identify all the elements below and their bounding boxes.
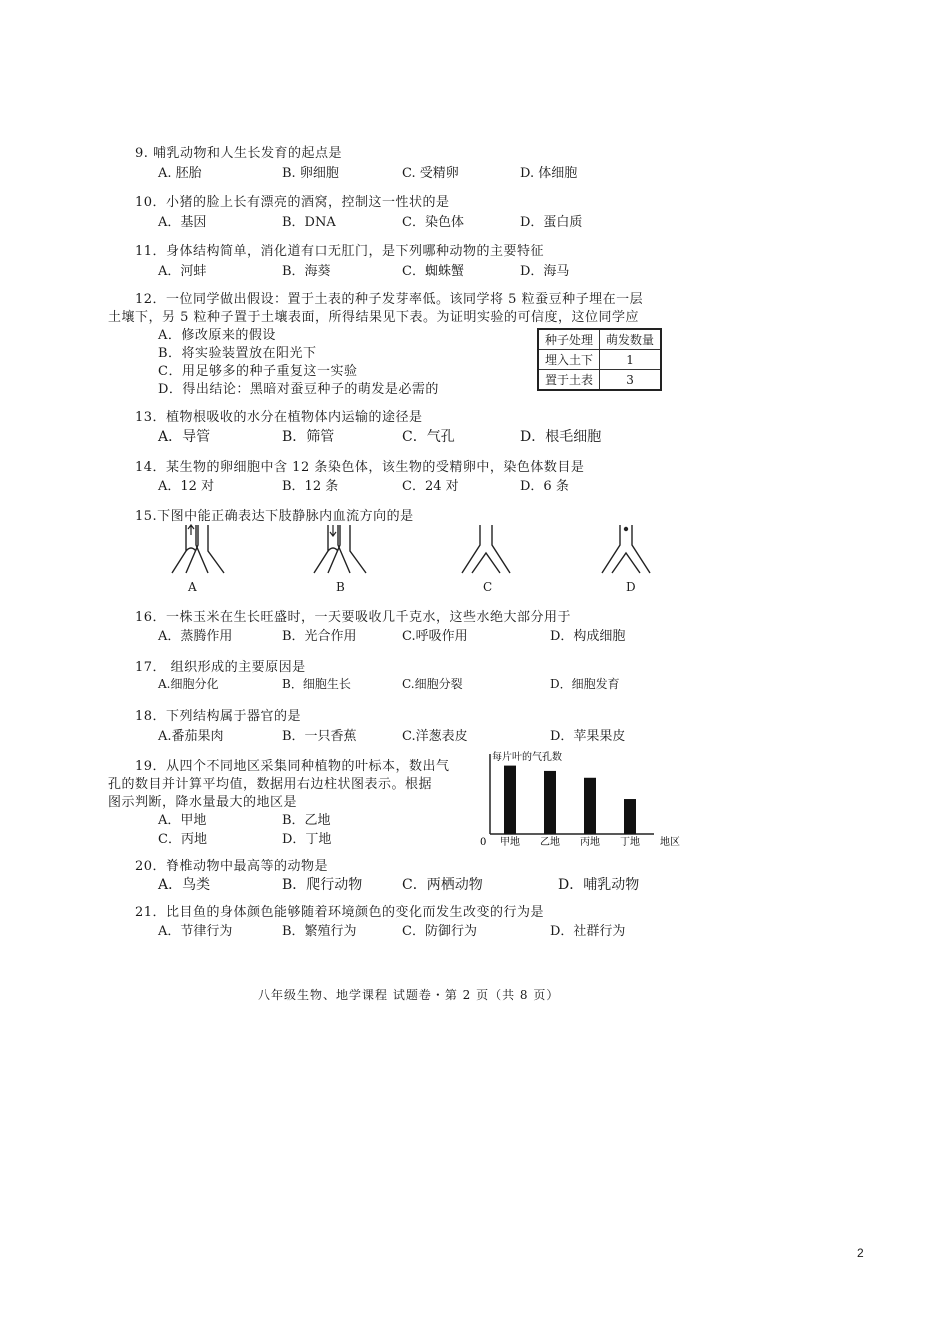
stomata-bar-chart [474,748,690,852]
option-c: C．两栖动物 [402,877,483,893]
option-c: C．气孔 [402,429,455,445]
option-d: D．构成细胞 [550,629,626,644]
x-tick-label: 乙地 [540,837,560,848]
option-a: A.细胞分化 [158,677,219,691]
option-c: C.洋葱表皮 [402,729,468,744]
option-d: D．根毛细胞 [520,429,602,445]
question-12-stem-line-2: 土壤下，另 5 粒种子置于土壤表面，所得结果见下表。为证明实验的可信度，这位同学应 [108,310,640,325]
option-d: D．哺乳动物 [558,877,640,893]
option-d: D．6 条 [520,479,569,494]
vein-diagram-b [310,523,370,578]
option-d: D．苹果果皮 [550,729,626,744]
table-row [538,350,661,370]
option-b: B．12 条 [282,479,339,494]
bar-3 [584,778,596,834]
table-header-row [538,329,661,350]
option-a: A．蒸腾作用 [158,629,233,644]
option-a: A．基因 [158,215,207,230]
vein-label-d: D [626,580,636,594]
option-d: D．海马 [520,264,570,279]
vein-diagram-c [458,523,518,578]
option-a: A．节律行为 [158,924,233,939]
vein-diagram-d [598,523,658,578]
bar-4 [624,799,636,834]
question-9-stem: 9. 哺乳动物和人生长发育的起点是 [135,146,343,161]
question-10-stem: 10．小猪的脸上长有漂亮的酒窝，控制这一性状的是 [135,195,450,210]
x-tick-label: 丙地 [580,837,600,848]
option-d: D．细胞发育 [550,677,620,691]
question-12-option-a: A．修改原来的假设 [158,328,276,343]
option-c: C．蜘蛛蟹 [402,264,464,279]
question-12-option-c: C．用足够多的种子重复这一实验 [158,364,358,379]
question-19-stem-line-2: 孔的数目并计算平均值，数据用右边柱状图表示。根据 [108,777,433,792]
x-tick-label: 甲地 [500,837,520,848]
option-a: A. 胚胎 [158,166,202,181]
question-12-stem-line-1: 12．一位同学做出假设：置于土表的种子发芽率低。该同学将 5 粒蚕豆种子埋在一层 [135,292,644,307]
option-b: B．DNA [282,215,336,230]
table-cell: 置于土表 [538,370,600,391]
question-12-option-b: B．将实验装置放在阳光下 [158,346,317,361]
option-d: D．社群行为 [550,924,626,939]
table-header: 萌发数量 [600,329,662,350]
vein-diagram-a [168,523,228,578]
option-d: D．丁地 [282,832,332,847]
seed-germination-table [537,328,662,391]
option-b: B．乙地 [282,813,331,828]
option-a: A．鸟类 [158,877,211,893]
option-c: C．防御行为 [402,924,477,939]
option-c: C．染色体 [402,215,464,230]
table-cell: 1 [600,350,662,370]
option-b: B．海葵 [282,264,331,279]
page-footer: 八年级生物、地学课程 试题卷・第 2 页（共 8 页） [258,988,560,1002]
option-c: C.呼吸作用 [402,629,468,644]
option-d: D. 体细胞 [520,166,578,181]
question-17-stem: 17． 组织形成的主要原因是 [135,660,306,675]
vein-label-a: A [188,580,197,594]
question-14-stem: 14．某生物的卵细胞中含 12 条染色体，该生物的受精卵中，染色体数目是 [135,460,585,475]
option-c: C．丙地 [158,832,207,847]
question-13-stem: 13．植物根吸收的水分在植物体内运输的途径是 [135,410,423,425]
question-12-option-d: D．得出结论：黑暗对蚕豆种子的萌发是必需的 [158,382,439,397]
question-19-stem-line-1: 19．从四个不同地区采集同种植物的叶标本，数出气 [135,759,450,774]
option-a: A．河蚌 [158,264,207,279]
chart-origin-label: 0 [480,837,487,848]
option-d: D．蛋白质 [520,215,583,230]
bar-1 [504,766,516,834]
option-a: A．12 对 [158,479,215,494]
question-18-stem: 18．下列结构属于器官的是 [135,709,302,724]
question-15-stem: 15.下图中能正确表达下肢静脉内血流方向的是 [135,509,414,524]
question-16-stem: 16．一株玉米在生长旺盛时，一天要吸收几千克水，这些水绝大部分用于 [135,610,572,625]
option-c: C.细胞分裂 [402,677,463,691]
option-b: B．繁殖行为 [282,924,357,939]
option-c: C. 受精卵 [402,166,459,181]
table-header: 种子处理 [538,329,600,350]
option-b: B. 卵细胞 [282,166,339,181]
option-a: A．导管 [158,429,211,445]
option-c: C．24 对 [402,479,459,494]
chart-title: 每片叶的气孔数 [492,752,562,763]
vein-label-b: B [336,580,345,594]
option-b: B．光合作用 [282,629,357,644]
option-b: B．一只香蕉 [282,729,357,744]
option-a: A．甲地 [158,813,207,828]
question-11-stem: 11．身体结构简单，消化道有口无肛门，是下列哪种动物的主要特征 [135,244,545,259]
page-number: 2 [857,1246,864,1260]
bar-2 [544,771,556,834]
option-b: B．细胞生长 [282,677,351,691]
table-row [538,370,661,391]
vein-label-c: C [483,580,493,594]
question-19-stem-line-3: 图示判断，降水量最大的地区是 [108,795,298,810]
question-21-stem: 21．比目鱼的身体颜色能够随着环境颜色的变化而发生改变的行为是 [135,905,545,920]
option-a: A.番茄果肉 [158,729,224,744]
table-cell: 埋入土下 [538,350,600,370]
x-tick-label: 丁地 [620,837,640,848]
table-cell: 3 [600,370,662,391]
option-b: B．爬行动物 [282,877,363,893]
x-axis-label: 地区 [660,837,680,848]
question-20-stem: 20．脊椎动物中最高等的动物是 [135,859,329,874]
option-b: B．筛管 [282,429,335,445]
